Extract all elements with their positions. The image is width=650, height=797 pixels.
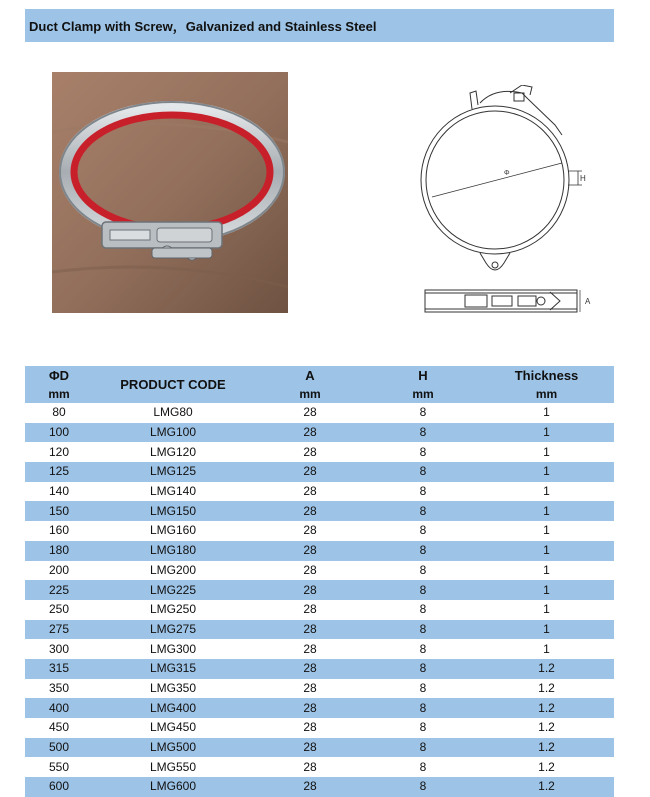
cell-product-code: LMG80 [93,403,253,423]
cell-product-code: LMG225 [93,580,253,600]
cell-h: 8 [367,541,479,561]
table-row [25,698,614,718]
cell-h: 8 [367,600,479,620]
cell-thickness: 1 [479,423,614,443]
cell-diameter: 140 [25,482,93,502]
cell-diameter: 600 [25,777,93,797]
cell-thickness: 1 [479,580,614,600]
cell-thickness: 1 [479,600,614,620]
table-row [25,521,614,541]
cell-thickness: 1 [479,501,614,521]
cell-h: 8 [367,462,479,482]
header-thickness: Thickness [479,366,614,385]
header-thickness-unit: mm [479,385,614,403]
cell-diameter: 180 [25,541,93,561]
cell-a: 28 [253,718,367,738]
cell-product-code: LMG120 [93,442,253,462]
cell-a: 28 [253,442,367,462]
cell-thickness: 1.2 [479,679,614,699]
cell-product-code: LMG400 [93,698,253,718]
cell-a: 28 [253,482,367,502]
cell-diameter: 550 [25,757,93,777]
cell-h: 8 [367,423,479,443]
cell-product-code: LMG140 [93,482,253,502]
cell-product-code: LMG500 [93,738,253,758]
cell-a: 28 [253,580,367,600]
cell-diameter: 275 [25,620,93,640]
cell-thickness: 1.2 [479,718,614,738]
h-label: H [580,174,586,183]
cell-h: 8 [367,521,479,541]
table-row [25,757,614,777]
cell-diameter: 125 [25,462,93,482]
cell-a: 28 [253,738,367,758]
cell-product-code: LMG160 [93,521,253,541]
cell-a: 28 [253,620,367,640]
cell-h: 8 [367,757,479,777]
table-row [25,541,614,561]
cell-h: 8 [367,698,479,718]
header-a-unit: mm [253,385,367,403]
cell-diameter: 160 [25,521,93,541]
header-diameter-unit: mm [25,385,93,403]
table-row [25,561,614,581]
cell-h: 8 [367,639,479,659]
cell-thickness: 1 [479,561,614,581]
cell-thickness: 1 [479,639,614,659]
table-row [25,462,614,482]
cell-thickness: 1.2 [479,757,614,777]
table-row [25,501,614,521]
cell-a: 28 [253,462,367,482]
cell-product-code: LMG200 [93,561,253,581]
cell-h: 8 [367,659,479,679]
cell-product-code: LMG315 [93,659,253,679]
cell-a: 28 [253,777,367,797]
cell-diameter: 120 [25,442,93,462]
cell-h: 8 [367,580,479,600]
table-row [25,718,614,738]
cell-thickness: 1.2 [479,659,614,679]
cell-diameter: 225 [25,580,93,600]
cell-thickness: 1.2 [479,738,614,758]
cell-a: 28 [253,698,367,718]
cell-h: 8 [367,679,479,699]
cell-a: 28 [253,600,367,620]
cell-diameter: 400 [25,698,93,718]
cell-thickness: 1 [479,403,614,423]
cell-h: 8 [367,501,479,521]
spec-table-header [25,366,614,403]
cell-thickness: 1.2 [479,777,614,797]
cell-product-code: LMG125 [93,462,253,482]
header-h: H [367,366,479,385]
cell-h: 8 [367,442,479,462]
cell-h: 8 [367,561,479,581]
cell-product-code: LMG550 [93,757,253,777]
product-photo [52,72,288,313]
table-row [25,738,614,758]
table-row [25,482,614,502]
cell-diameter: 350 [25,679,93,699]
cell-product-code: LMG350 [93,679,253,699]
spec-table-body [25,403,614,797]
table-row [25,403,614,423]
cell-diameter: 315 [25,659,93,679]
cell-diameter: 100 [25,423,93,443]
header-h-unit: mm [367,385,479,403]
cell-product-code: LMG250 [93,600,253,620]
cell-h: 8 [367,403,479,423]
table-row [25,659,614,679]
cell-diameter: 300 [25,639,93,659]
cell-h: 8 [367,620,479,640]
cell-a: 28 [253,659,367,679]
cell-thickness: 1 [479,620,614,640]
cell-product-code: LMG275 [93,620,253,640]
technical-drawing [410,85,600,320]
cell-diameter: 250 [25,600,93,620]
cell-thickness: 1.2 [479,698,614,718]
phi-label: Φ [504,170,510,177]
cell-a: 28 [253,521,367,541]
cell-diameter: 200 [25,561,93,581]
cell-a: 28 [253,561,367,581]
cell-a: 28 [253,403,367,423]
cell-product-code: LMG450 [93,718,253,738]
cell-a: 28 [253,423,367,443]
header-product-code: PRODUCT CODE [93,366,253,403]
cell-product-code: LMG150 [93,501,253,521]
table-row [25,600,614,620]
table-row [25,620,614,640]
cell-thickness: 1 [479,442,614,462]
cell-a: 28 [253,757,367,777]
spec-table [25,366,614,797]
cell-h: 8 [367,738,479,758]
table-row [25,580,614,600]
table-row [25,777,614,797]
table-row [25,639,614,659]
cell-thickness: 1 [479,541,614,561]
cell-diameter: 500 [25,738,93,758]
cell-a: 28 [253,501,367,521]
cell-diameter: 80 [25,403,93,423]
cell-h: 8 [367,482,479,502]
cell-thickness: 1 [479,482,614,502]
cell-a: 28 [253,639,367,659]
cell-diameter: 150 [25,501,93,521]
cell-a: 28 [253,541,367,561]
table-row [25,442,614,462]
header-a: A [253,366,367,385]
cell-h: 8 [367,718,479,738]
cell-product-code: LMG180 [93,541,253,561]
cell-thickness: 1 [479,462,614,482]
page-title: Duct Clamp with Screw，Galvanized and Stainless Steel [29,19,377,34]
header-diameter: ΦD [25,366,93,385]
cell-product-code: LMG300 [93,639,253,659]
cell-h: 8 [367,777,479,797]
table-row [25,679,614,699]
title-bar [25,9,614,42]
cell-product-code: LMG100 [93,423,253,443]
a-label: A [585,297,591,306]
cell-diameter: 450 [25,718,93,738]
table-row [25,423,614,443]
cell-product-code: LMG600 [93,777,253,797]
cell-thickness: 1 [479,521,614,541]
cell-a: 28 [253,679,367,699]
